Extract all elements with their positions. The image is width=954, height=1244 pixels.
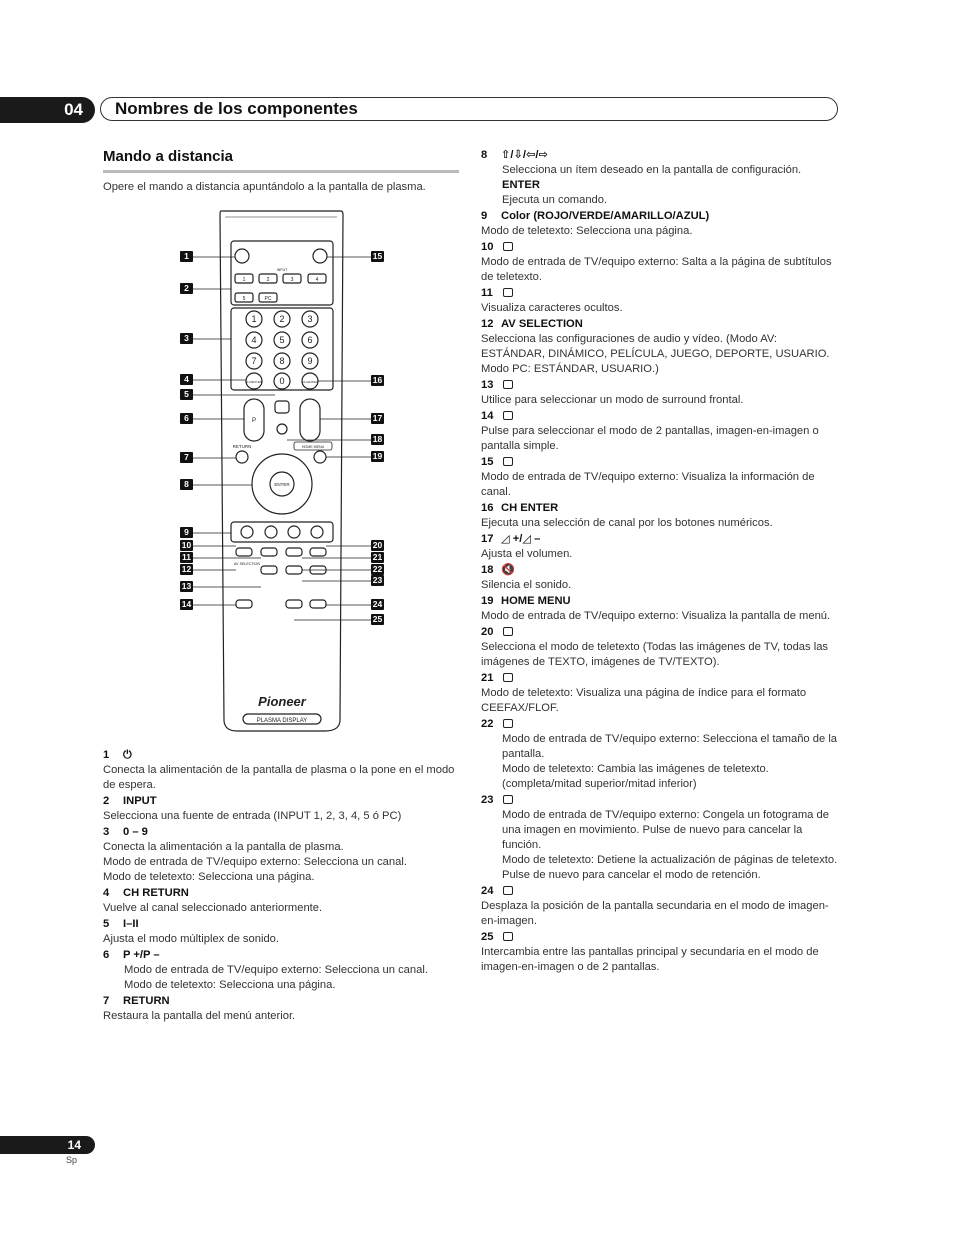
svg-text:7: 7 xyxy=(251,356,257,366)
item-heading xyxy=(481,501,839,516)
description-item xyxy=(103,748,459,793)
item-description: Modo de teletexto: Selecciona una página. xyxy=(103,871,315,883)
item-label: ⇧/⇩/⇦/⇨ xyxy=(501,149,548,161)
description-item xyxy=(481,148,839,208)
item-description: Intercambia entre las pantallas principal y secundaria en el modo de imagen-en-imagen o de 2 pantallas. xyxy=(481,946,819,973)
teletext-icon xyxy=(503,380,513,389)
svg-text:5: 5 xyxy=(279,335,285,345)
item-description: Selecciona el modo de teletexto (Todas las imágenes de TV, todas las imágenes de TEXTO, imágenes de TV/TEXTO). xyxy=(481,641,829,668)
item-number: 18 xyxy=(481,564,494,576)
item-description: Modo de entrada de TV/equipo externo: Visualiza la pantalla de menú. xyxy=(481,610,831,622)
item-description: Utilice para seleccionar un modo de surround frontal. xyxy=(481,394,744,406)
item-heading xyxy=(481,409,839,424)
item-label: 🔇 xyxy=(501,564,515,576)
item-label: P +/P – xyxy=(123,949,160,961)
item-description: Modo de entrada de TV/equipo externo: Congela un fotograma de una imagen en movimiento. Pulse de nuevo para cancelar la función. xyxy=(502,809,829,851)
right-description-list xyxy=(481,148,839,976)
item-description: Modo de teletexto: Cambia las imágenes de teletexto. (completa/mitad superior/mitad inferior) xyxy=(502,763,769,790)
svg-text:2: 2 xyxy=(279,314,285,324)
callout-number: 17 xyxy=(372,413,383,423)
callout-number: 13 xyxy=(181,581,192,591)
item-number: 20 xyxy=(481,626,494,638)
callout-number: 12 xyxy=(181,564,192,574)
item-heading xyxy=(103,994,459,1009)
item-heading xyxy=(481,563,839,578)
svg-text:P: P xyxy=(251,418,257,424)
teletext-icon xyxy=(503,932,513,941)
item-description: Selecciona una fuente de entrada (INPUT 1, 2, 3, 4, 5 ó PC) xyxy=(103,810,402,822)
description-item xyxy=(481,884,839,929)
item-description: Ejecuta un comando. xyxy=(502,194,608,206)
item-description: Modo de entrada de TV/equipo externo: Salta a la página de subtítulos de teletexto. xyxy=(481,256,832,283)
item-heading xyxy=(481,717,839,732)
item-heading xyxy=(481,455,839,470)
item-number: 17 xyxy=(481,533,494,545)
item-label: RETURN xyxy=(123,995,170,1007)
item-description: Modo de entrada de TV/equipo externo: Selecciona un canal. xyxy=(124,964,428,976)
item-heading xyxy=(481,148,839,163)
item-label: INPUT xyxy=(123,795,157,807)
item-description: Ejecuta una selección de canal por los botones numéricos. xyxy=(481,517,773,529)
item-label: Color (ROJO/VERDE/AMARILLO/AZUL) xyxy=(501,210,710,222)
item-label: ⏻ xyxy=(123,749,132,761)
item-description: Desplaza la posición de la pantalla secundaria en el modo de imagen-en-imagen. xyxy=(481,900,829,927)
svg-text:PLASMA DISPLAY: PLASMA DISPLAY xyxy=(256,718,308,724)
description-item xyxy=(481,671,839,716)
item-heading xyxy=(481,594,839,609)
description-item xyxy=(481,317,839,377)
svg-text:RETURN: RETURN xyxy=(232,444,252,449)
teletext-icon xyxy=(503,886,513,895)
item-number: 21 xyxy=(481,672,494,684)
svg-text:6: 6 xyxy=(307,335,313,345)
item-description: Selecciona las configuraciones de audio y vídeo. (Modo AV: ESTÁNDAR, DINÁMICO, PELÍCULA, JUEGO, DEPORTE, USUARIO. Modo PC: ESTÁNDAR, USUARIO.) xyxy=(481,333,830,375)
svg-text:8: 8 xyxy=(279,356,285,366)
item-description: Silencia el sonido. xyxy=(481,579,572,591)
callout-number: 10 xyxy=(181,540,192,550)
teletext-icon xyxy=(503,673,513,682)
callout-number: 8 xyxy=(180,479,193,490)
item-description: Modo de entrada de TV/equipo externo: Selecciona el tamaño de la pantalla. xyxy=(502,733,838,760)
item-heading xyxy=(481,884,839,899)
svg-text:1: 1 xyxy=(242,277,246,283)
left-description-list xyxy=(103,748,459,1025)
item-heading xyxy=(103,794,459,809)
description-item xyxy=(103,948,459,993)
item-number: 19 xyxy=(481,595,494,607)
callout-number: 1 xyxy=(180,251,193,262)
svg-text:2: 2 xyxy=(266,277,270,283)
item-description: Modo de teletexto: Visualiza una página de índice para el formato CEEFAX/FLOF. xyxy=(481,687,807,714)
item-label: ◿ +/◿ – xyxy=(501,533,541,545)
item-sublabel: ENTER xyxy=(502,179,540,191)
chapter-title: Nombres de los componentes xyxy=(100,97,838,121)
item-heading xyxy=(481,286,839,301)
item-label: I–II xyxy=(123,918,139,930)
description-item xyxy=(481,501,839,531)
item-number: 24 xyxy=(481,885,494,897)
item-heading xyxy=(481,240,839,255)
teletext-icon xyxy=(503,288,513,297)
item-description: Modo de teletexto: Selecciona una página. xyxy=(124,979,336,991)
svg-text:CH ENTER: CH ENTER xyxy=(302,380,318,384)
callout-number: 3 xyxy=(180,333,193,344)
description-item xyxy=(103,825,459,885)
item-number: 7 xyxy=(103,995,110,1007)
callout-number: 21 xyxy=(372,552,383,562)
item-heading xyxy=(481,793,839,808)
remote-drawing xyxy=(175,209,390,739)
callout-number: 5 xyxy=(180,389,193,400)
callout-number: 2 xyxy=(180,283,193,294)
callout-number: 11 xyxy=(182,552,191,562)
item-label: CH RETURN xyxy=(123,887,189,899)
item-description: Ajusta el modo múltiplex de sonido. xyxy=(103,933,279,945)
item-description: Vuelve al canal seleccionado anteriormente. xyxy=(103,902,323,914)
description-item xyxy=(481,717,839,792)
item-heading xyxy=(481,625,839,640)
description-item xyxy=(481,594,839,624)
item-number: 9 xyxy=(481,210,488,222)
callout-number: 6 xyxy=(180,413,193,424)
item-description: Ajusta el volumen. xyxy=(481,548,573,560)
description-item xyxy=(103,917,459,947)
item-description: Conecta la alimentación de la pantalla de plasma o la pone en el modo de espera. xyxy=(103,764,455,791)
description-item xyxy=(481,209,839,239)
item-heading xyxy=(103,748,459,763)
callout-number: 7 xyxy=(180,452,193,463)
svg-text:PC: PC xyxy=(264,296,272,302)
svg-text:4: 4 xyxy=(315,277,319,283)
teletext-icon xyxy=(503,242,513,251)
item-description: Visualiza caracteres ocultos. xyxy=(481,302,623,314)
svg-text:1: 1 xyxy=(251,314,257,324)
description-item xyxy=(103,794,459,824)
callout-number: 14 xyxy=(181,599,192,609)
svg-text:3: 3 xyxy=(290,277,294,283)
item-number: 22 xyxy=(481,718,494,730)
teletext-icon xyxy=(503,719,513,728)
callout-number: 20 xyxy=(372,540,383,550)
description-item xyxy=(481,409,839,454)
item-heading xyxy=(103,948,459,963)
item-description: Modo de entrada de TV/equipo externo: Visualiza la información de canal. xyxy=(481,471,815,498)
svg-text:ENTER: ENTER xyxy=(274,482,290,487)
item-number: 23 xyxy=(481,794,494,806)
teletext-icon xyxy=(503,795,513,804)
description-item xyxy=(481,793,839,883)
item-description: Conecta la alimentación a la pantalla de plasma. xyxy=(103,841,344,853)
teletext-icon xyxy=(503,627,513,636)
description-item xyxy=(103,886,459,916)
item-label: AV SELECTION xyxy=(501,318,583,330)
description-item xyxy=(481,286,839,316)
item-description: Restaura la pantalla del menú anterior. xyxy=(103,1010,296,1022)
section-divider xyxy=(103,170,459,173)
teletext-icon xyxy=(503,457,513,466)
svg-text:4: 4 xyxy=(251,335,257,345)
item-description: Selecciona un ítem deseado en la pantalla de configuración. xyxy=(502,164,802,176)
callout-number: 18 xyxy=(372,434,383,444)
item-heading xyxy=(103,825,459,840)
description-item xyxy=(481,930,839,975)
svg-text:9: 9 xyxy=(307,356,313,366)
callout-number: 15 xyxy=(372,251,383,261)
item-label: HOME MENU xyxy=(501,595,571,607)
item-heading xyxy=(103,886,459,901)
item-description: Modo de entrada de TV/equipo externo: Selecciona un canal. xyxy=(103,856,407,868)
callout-number: 16 xyxy=(372,375,383,385)
callout-number: 19 xyxy=(372,451,383,461)
callout-number: 9 xyxy=(180,527,193,538)
item-number: 13 xyxy=(481,379,494,391)
description-item xyxy=(481,625,839,670)
description-item xyxy=(481,532,839,562)
item-number: 4 xyxy=(103,887,110,899)
description-item xyxy=(481,455,839,500)
chapter-number: 04 xyxy=(0,97,95,123)
svg-text:INPUT: INPUT xyxy=(276,268,288,272)
description-item xyxy=(481,240,839,285)
callout-number: 25 xyxy=(372,614,383,624)
item-number: 15 xyxy=(481,456,494,468)
item-description: Modo de teletexto: Detiene la actualización de páginas de teletexto. Pulse de nuevo para cancelar el modo de retención. xyxy=(502,854,838,881)
item-description: Pulse para seleccionar el modo de 2 pantallas, imagen-en-imagen o pantalla simple. xyxy=(481,425,819,452)
item-number: 10 xyxy=(481,241,494,253)
description-item xyxy=(481,378,839,408)
teletext-icon xyxy=(503,411,513,420)
item-number: 8 xyxy=(481,149,488,161)
callout-number: 22 xyxy=(372,564,383,574)
svg-text:AV SELECTION: AV SELECTION xyxy=(234,562,260,566)
item-number: 2 xyxy=(103,795,110,807)
item-number: 14 xyxy=(481,410,494,422)
description-item xyxy=(481,563,839,593)
item-heading xyxy=(481,930,839,945)
item-number: 12 xyxy=(481,318,494,330)
svg-text:Pioneer: Pioneer xyxy=(258,694,306,709)
callout-number: 24 xyxy=(372,599,383,609)
svg-text:0: 0 xyxy=(279,376,285,386)
item-label: CH ENTER xyxy=(501,502,559,514)
section-intro: Opere el mando a distancia apuntándolo a la pantalla de plasma. xyxy=(103,181,426,193)
item-description: Modo de teletexto: Selecciona una página. xyxy=(481,225,693,237)
item-label: 0 – 9 xyxy=(123,826,148,838)
item-number: 6 xyxy=(103,949,110,961)
item-number: 11 xyxy=(481,287,493,299)
page-language: Sp xyxy=(66,1155,78,1165)
section-title: Mando a distancia xyxy=(103,148,234,165)
svg-text:3: 3 xyxy=(307,314,313,324)
callout-number: 23 xyxy=(372,575,383,585)
svg-text:5: 5 xyxy=(242,296,246,302)
item-number: 25 xyxy=(481,931,494,943)
remote-illustration xyxy=(175,209,390,739)
item-heading xyxy=(103,917,459,932)
item-heading xyxy=(481,317,839,332)
item-heading xyxy=(481,532,839,547)
item-heading xyxy=(481,209,839,224)
item-number: 1 xyxy=(103,749,110,761)
item-heading xyxy=(481,671,839,686)
callout-number: 4 xyxy=(180,374,193,385)
svg-text:CH RETURN: CH RETURN xyxy=(245,380,263,384)
svg-text:HOME MENU: HOME MENU xyxy=(301,445,325,449)
item-number: 5 xyxy=(103,918,110,930)
item-heading xyxy=(481,378,839,393)
page-number: 14 xyxy=(0,1136,95,1154)
item-number: 3 xyxy=(103,826,110,838)
description-item xyxy=(103,994,459,1024)
item-number: 16 xyxy=(481,502,494,514)
